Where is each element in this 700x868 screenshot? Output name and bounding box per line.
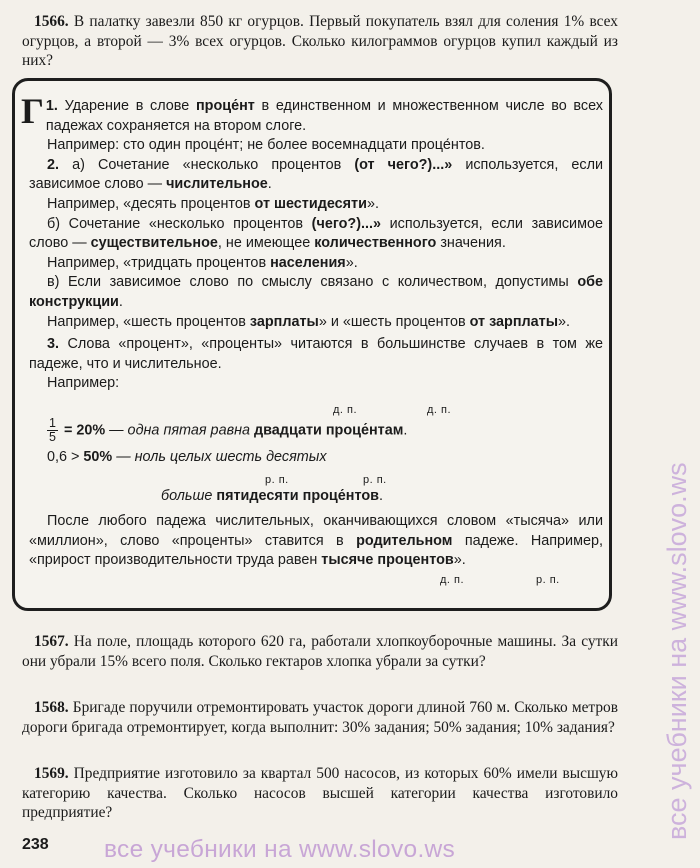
rule-example-1: Например: сто один проце́нт; не более восемнадцати проце́нтов. bbox=[47, 137, 485, 154]
rule-point-3: 3. Слова «процент», «проценты» читаются в большинстве случаев в том же падеже, что и числительное. bbox=[29, 336, 603, 372]
problem-text: На поле, площадь которого 620 га, работали хлопкоуборочные машины. За сутки они убрали 15% всего поля. Сколько гектаров хлопка убрали за сутки? bbox=[22, 633, 618, 670]
rule-point-4: После любого падежа числительных, оканчивающихся словом «тысяча» или «миллион», слово «проценты» ставится в родительном падеже. Например, «прирост производительности труда равен тысяче процентов». bbox=[29, 513, 603, 569]
rule-content bbox=[21, 91, 604, 571]
rule-point-2a: 2. а) Сочетание «несколько процентов (от чего?)...» используется, если зависимое слово — числительное. bbox=[29, 156, 604, 193]
rule-example-2b: Например, «тридцать процентов населения». bbox=[47, 254, 358, 271]
equation-2-cont: больше пятидесяти проце́нтов. bbox=[161, 487, 383, 504]
problem-text: Бригаде поручили отремонтировать участок дороги длиной 760 м. Сколько метров дороги бригада отремонтирует, когда выполнит: 30% задания; 50% задания; 10% задания? bbox=[22, 699, 618, 736]
problem-number: 1567. bbox=[34, 633, 69, 650]
page-number: 238 bbox=[22, 836, 49, 853]
problem-1568 bbox=[22, 698, 618, 737]
problem-text: В палатку завезли 850 кг огурцов. Первый покупатель взял для соления 1% всех огурцов, а второй — 3% всех огурцов. Сколько килограммов огурцов купил каждый из них? bbox=[22, 13, 618, 69]
rule-example-2c: Например, «шесть процентов зарплаты» и «шесть процентов от зарплаты». bbox=[47, 313, 571, 330]
watermark-bottom: все учебники на www.slovo.ws bbox=[104, 836, 456, 863]
rule-example-3-label: Например: bbox=[47, 375, 120, 392]
capital-letter-icon: Г bbox=[21, 91, 44, 131]
equation-2: 0,6 > 50% — ноль целых шесть десятых bbox=[47, 448, 327, 465]
rule-point-1: Г 1. Ударение в слове проце́нт в единственном и множественном числе во всех падежах сохраняется на втором слоге. bbox=[21, 91, 603, 134]
watermark-side: все учебники на www.slovo.ws bbox=[662, 462, 692, 840]
problem-number: 1566. bbox=[34, 13, 69, 30]
rule-point-2c: в) Если зависимое слово по смыслу связано с количеством, допустимы обе конструкции. bbox=[29, 274, 604, 310]
problem-number: 1568. bbox=[34, 699, 69, 716]
case-labels-2: р. п. р. п. bbox=[265, 473, 387, 486]
rule-example-2a: Например, «десять процентов от шестидесяти». bbox=[47, 195, 379, 212]
equation-1: $\frac{1}{5}$ = 20% — одна пятая равна двадцати проце́нтам. bbox=[49, 415, 408, 444]
problem-text: Предприятие изготовило за квартал 500 насосов, из которых 60% имели высшую категорию качества. Сколько насосов высшей категории качества изготовило предприятие? bbox=[22, 765, 618, 821]
problem-1569 bbox=[22, 764, 618, 823]
problem-1566 bbox=[22, 12, 618, 71]
problem-1567 bbox=[22, 632, 618, 671]
case-labels-3: д. п. р. п. bbox=[440, 574, 560, 586]
problem-number: 1569. bbox=[34, 765, 69, 782]
rule-box bbox=[12, 78, 612, 611]
fraction-one-fifth: $\frac{1}{5}$ bbox=[49, 415, 56, 444]
rule-point-2b: б) Сочетание «несколько процентов (чего?)...» используется, если зависимое слово — существительное, не имеющее количественного значения. bbox=[29, 215, 603, 252]
case-labels-1: д. п. д. п. bbox=[333, 403, 452, 416]
